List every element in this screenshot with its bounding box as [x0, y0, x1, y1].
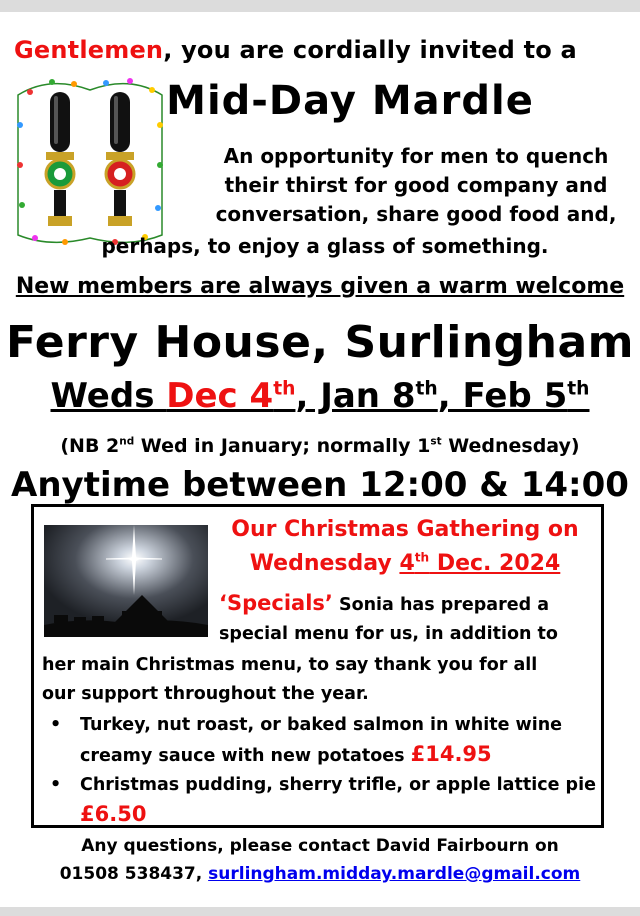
- intro-line: perhaps, to enjoy a glass of something.: [101, 234, 549, 258]
- intro-paragraph: [196, 142, 636, 229]
- christmas-box: [31, 504, 604, 828]
- bullet-icon: •: [50, 775, 62, 795]
- menu-paragraph: her main Christmas menu, to say thank you for all our support throughout the year.: [42, 655, 538, 704]
- contact-block: [0, 832, 640, 888]
- list-item: • Christmas pudding, sherry trifle, or apple lattice pie £6.50: [42, 771, 602, 831]
- bullet-icon: •: [50, 715, 62, 735]
- price: £14.95: [410, 742, 492, 766]
- date-feb: , Feb 5th: [437, 376, 590, 416]
- email-link[interactable]: surlingham.midday.mardle@gmail.com: [208, 864, 581, 884]
- menu-list: [42, 711, 602, 831]
- specials-paragraph: ‘Specials’ Sonia has prepared a special menu for us, in addition to: [219, 591, 558, 644]
- time-line: Anytime between 12:00 & 14:00: [11, 465, 629, 505]
- event-title: Mid-Day Mardle: [166, 78, 534, 124]
- specials-label: ‘Specials’: [219, 591, 333, 615]
- christmas-date: Wednesday 4th Dec. 2024: [249, 550, 561, 576]
- phone-number: 01508 538437,: [59, 864, 209, 884]
- welcome-line: New members are always given a warm welcome: [15, 274, 625, 299]
- invitation-page: [0, 12, 640, 907]
- dates-line: [0, 376, 640, 416]
- date-jan: , Jan 8th: [295, 376, 438, 416]
- price: £6.50: [80, 802, 147, 826]
- dates-prefix: Weds: [50, 376, 167, 416]
- list-item: • Turkey, nut roast, or baked salmon in white wine creamy sauce with new potatoes £14.95: [42, 711, 602, 771]
- contact-line: Any questions, please contact David Fairbourn on: [81, 836, 559, 856]
- intro-line: their thirst for good company and: [224, 173, 608, 197]
- nativity-star-image: [44, 525, 208, 637]
- schedule-note: (NB 2nd Wed in January; normally 1st Wednesday): [60, 435, 580, 457]
- christmas-heading: Our Christmas Gathering on: [231, 517, 579, 542]
- venue-heading: Ferry House, Surlingham: [5, 317, 634, 368]
- contact-details: [0, 860, 640, 888]
- gentlemen-word: Gentlemen: [14, 36, 164, 64]
- intro-line: An opportunity for men to quench: [223, 144, 609, 168]
- intro-line: conversation, share good food and,: [215, 202, 617, 226]
- invite-text: , you are cordially invited to a: [163, 36, 577, 64]
- date-dec: Dec 4th: [166, 376, 296, 416]
- invite-line: [14, 36, 577, 64]
